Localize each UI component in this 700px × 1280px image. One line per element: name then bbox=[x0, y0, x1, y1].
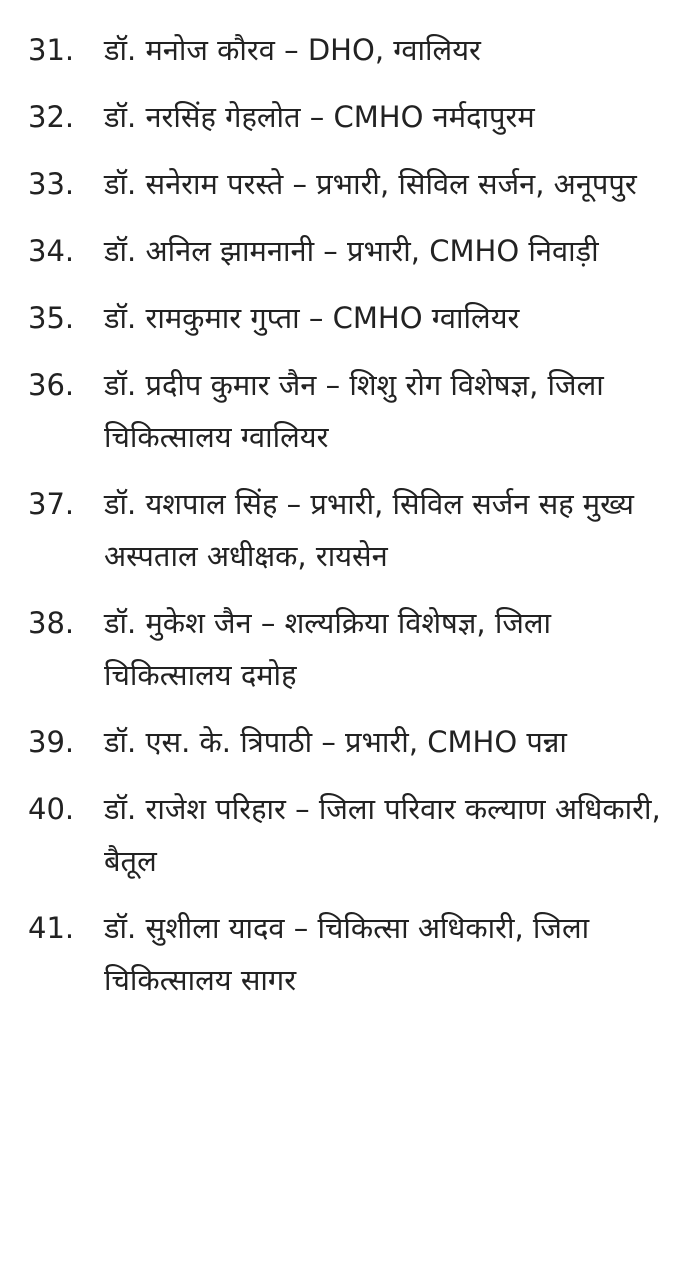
list-item bbox=[0, 225, 700, 277]
item-text: डॉ. प्रदीप कुमार जैन – शिशु रोग विशेषज्ञ, जिला चिकित्सालय ग्वालियर bbox=[104, 368, 604, 454]
item-text: डॉ. नरसिंह गेहलोत – CMHO नर्मदापुरम bbox=[104, 100, 535, 134]
list-item bbox=[0, 478, 700, 582]
item-text: डॉ. मनोज कौरव – DHO, ग्वालियर bbox=[104, 33, 481, 67]
item-text: डॉ. अनिल झामनानी – प्रभारी, CMHO निवाड़ी bbox=[104, 234, 599, 268]
item-number: 31. bbox=[28, 33, 75, 67]
item-text: डॉ. मुकेश जैन – शल्यक्रिया विशेषज्ञ, जिला चिकित्सालय दमोह bbox=[104, 606, 552, 692]
list-item bbox=[0, 292, 700, 344]
item-number: 32. bbox=[28, 100, 75, 134]
item-number: 37. bbox=[28, 487, 75, 521]
list-item bbox=[0, 24, 700, 76]
item-text: डॉ. सनेराम परस्ते – प्रभारी, सिविल सर्जन, अनूपपुर bbox=[104, 167, 637, 201]
list-item bbox=[0, 902, 700, 1006]
item-number: 33. bbox=[28, 167, 75, 201]
list-item bbox=[0, 783, 700, 887]
item-number: 39. bbox=[28, 725, 75, 759]
list-item bbox=[0, 359, 700, 463]
list-item bbox=[0, 91, 700, 143]
item-text: डॉ. रामकुमार गुप्ता – CMHO ग्वालियर bbox=[104, 301, 520, 335]
list-item bbox=[0, 716, 700, 768]
list-item bbox=[0, 597, 700, 701]
item-text: डॉ. राजेश परिहार – जिला परिवार कल्याण अधिकारी, बैतूल bbox=[104, 792, 661, 878]
item-number: 34. bbox=[28, 234, 75, 268]
item-text: डॉ. यशपाल सिंह – प्रभारी, सिविल सर्जन सह मुख्य अस्पताल अधीक्षक, रायसेन bbox=[104, 487, 634, 573]
officer-list bbox=[0, 24, 700, 1021]
item-number: 35. bbox=[28, 301, 75, 335]
item-text: डॉ. एस. के. त्रिपाठी – प्रभारी, CMHO पन्ना bbox=[104, 725, 567, 759]
item-number: 38. bbox=[28, 606, 75, 640]
list-item bbox=[0, 158, 700, 210]
item-number: 40. bbox=[28, 792, 75, 826]
item-number: 41. bbox=[28, 911, 75, 945]
item-text: डॉ. सुशीला यादव – चिकित्सा अधिकारी, जिला चिकित्सालय सागर bbox=[104, 911, 590, 997]
item-number: 36. bbox=[28, 368, 75, 402]
